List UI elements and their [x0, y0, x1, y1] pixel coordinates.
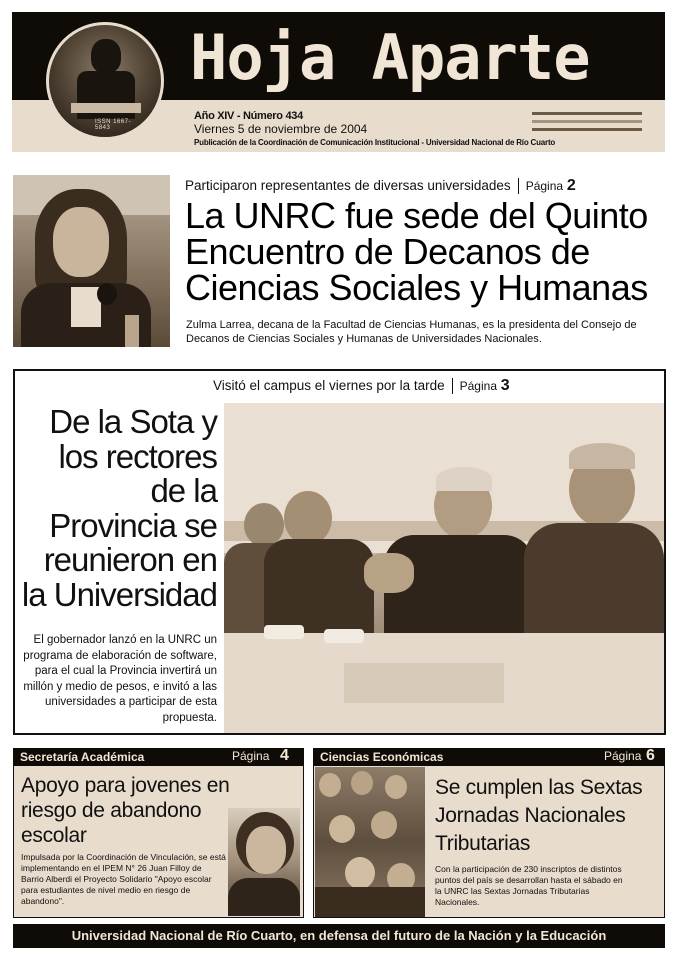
- newspaper-title: Hoja Aparte: [190, 21, 590, 94]
- page-number: 6: [646, 747, 655, 764]
- publisher-line: Publicación de la Coordinación de Comunicación Institucional - Universidad Nacional de Río Cuarto: [194, 138, 556, 147]
- issn-number: ISSN 1667-5843: [95, 119, 132, 131]
- logo-lectern: [71, 103, 141, 113]
- decorative-stripe: [532, 128, 642, 131]
- photo-smiling-woman: [228, 808, 300, 916]
- section-label: Secretaría Académica: [20, 750, 145, 764]
- kicker-text: Participaron representantes de diversas universidades: [185, 178, 511, 193]
- story-kicker: [185, 177, 576, 195]
- lead-headline: La UNRC fue sede del Quinto Encuentro de Decanos de Ciencias Sociales y Humanas: [185, 195, 648, 308]
- box-headline: Se cumplen las Sextas Jornadas Nacionales Tributarias: [435, 776, 643, 855]
- page-number: 2: [566, 177, 576, 194]
- feature-headline: De la Sota y los rectores de la Provincia se reunieron en la Universidad: [21, 403, 217, 613]
- page-label: Página: [525, 179, 564, 193]
- box-summary: Impulsada por la Coordinación de Vinculación, se está implementando en el IPEM N° 26 Juan Filloy de Barrio Alberdi el Proyecto Solidario "Apoyo escolar para estudiantes de nivel medio en riesgo de abandono".: [21, 852, 226, 906]
- photo-caption: Zulma Larrea, decana de la Facultad de Ciencias Humanas, es la presidenta del Consejo de Decanos de Ciencias Sociales y Humanas de Universidades Nacionales.: [186, 319, 637, 345]
- decorative-stripe: [532, 112, 642, 115]
- photo-conference-audience: [315, 767, 425, 917]
- page-label: Página: [232, 749, 270, 763]
- section-label: Ciencias Económicas: [320, 750, 444, 764]
- story-kicker: [213, 377, 510, 395]
- page-label: Página: [459, 379, 497, 393]
- logo-figure-head: [91, 39, 121, 73]
- footer-slogan: Universidad Nacional de Río Cuarto, en defensa del futuro de la Nación y la Educación: [13, 924, 665, 948]
- logo-emblem: [46, 22, 164, 140]
- issue-number: Año XIV - Número 434: [194, 110, 303, 122]
- kicker-text: Visitó el campus el viernes por la tarde: [213, 378, 445, 393]
- masthead: [12, 12, 665, 152]
- photo-dean-speaking: [13, 175, 170, 347]
- feature-summary: El gobernador lanzó en la UNRC un programa de elaboración de software, para el cual la Provincia invertirá un millón y medio de pesos, e invitó a las universidades a participar de esta propuesta.: [23, 634, 217, 724]
- page-number: 4: [280, 747, 289, 764]
- decorative-stripe: [532, 120, 642, 123]
- page-number: 3: [500, 377, 510, 394]
- page-label: Página: [604, 749, 642, 763]
- box-summary: Con la participación de 230 inscriptos de distintos puntos del país se desarrollan hasta el sábado en la UNRC las Sextas Jornadas Tributarias Nacionales.: [435, 864, 623, 907]
- photo-governor-rectors-meeting: [224, 403, 664, 733]
- issue-date: Viernes 5 de noviembre de 2004: [194, 122, 368, 136]
- box-headline: Apoyo para jovenes en riesgo de abandono escolar: [21, 774, 230, 847]
